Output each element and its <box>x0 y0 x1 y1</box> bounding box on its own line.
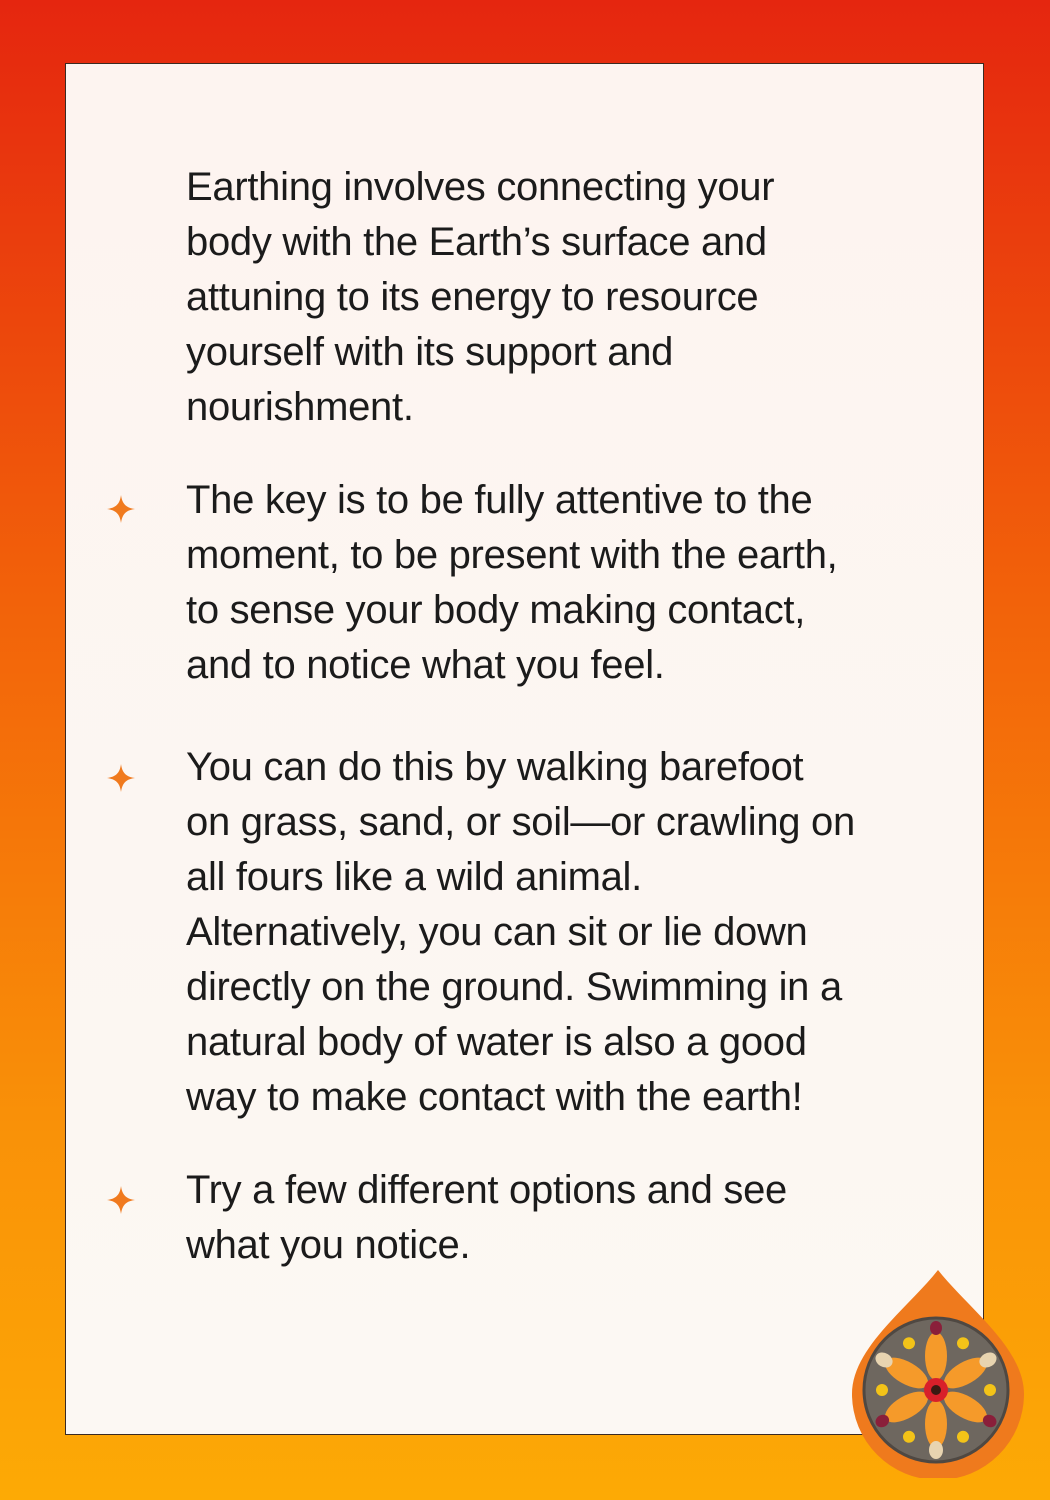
content-card <box>65 63 984 1435</box>
flower-mandala-drop-icon <box>848 1268 1028 1478</box>
bullet-paragraph-2: You can do this by walking barefoot on grass, sand, or soil—or crawling on all fours like a wild animal. Alternatively, you can sit or lie down directly on the ground. Swimming in a natural body of water is also a good way to make contact with the earth! <box>186 745 855 1119</box>
sparkle-star-icon <box>106 494 136 524</box>
sparkle-star-icon <box>106 1185 136 1215</box>
bullet-paragraph-3: Try a few different options and see what you notice. <box>186 1168 787 1267</box>
bullet-paragraph-1: The key is to be fully attentive to the moment, to be present with the earth, to sense your body making contact, and to notice what you feel. <box>186 478 838 687</box>
sparkle-star-icon <box>106 763 136 793</box>
intro-paragraph: Earthing involves connecting your body with the Earth’s surface and attuning to its energy to resource yourself with its support and nourishment. <box>186 165 775 429</box>
